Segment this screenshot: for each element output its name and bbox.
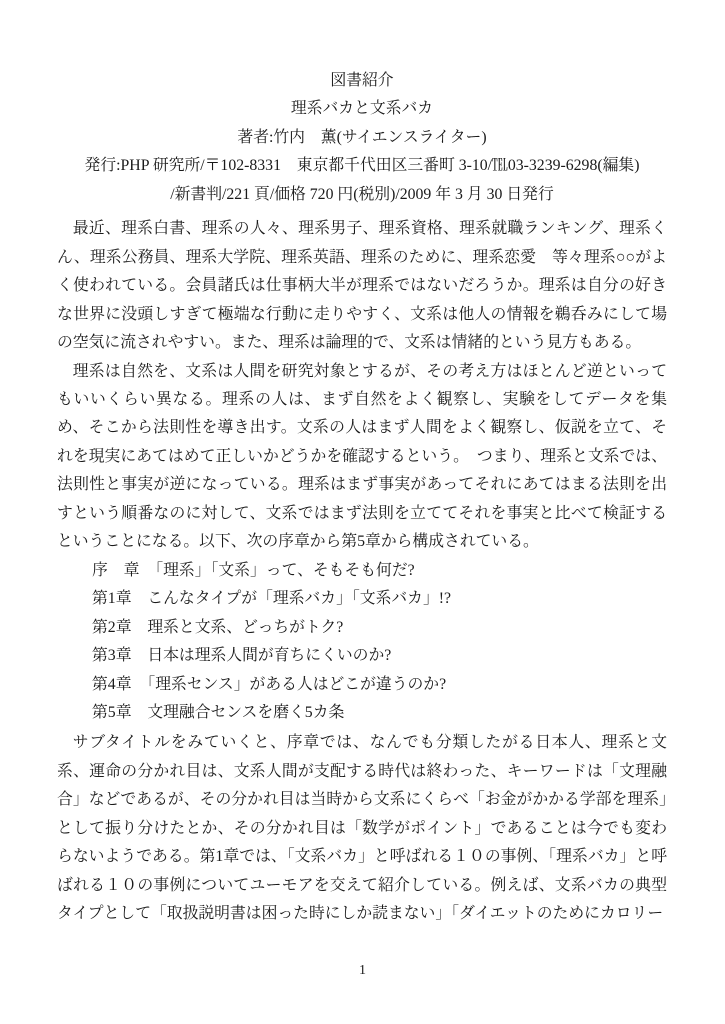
chapter-label: 第2章 (92, 618, 132, 636)
format-line: /新書判/221 頁/価格 720 円(税別)/2009 年 3 月 30 日発行 (170, 185, 554, 203)
paragraph-usage-trend: 最近、理系白書、理系の人々、理系男子、理系資格、理系就職ランキング、理系くん、理系公務員、理系大学院、理系英語、理系のために、理系恋愛 等々理系○○がよく使われている。会員諸氏は仕事柄大半が理系ではないだろうか。理系は自分の好きな世界に没頭しすぎて極端な行動に走りやすく、文系は他人の情報を鵜呑みにして場の空気に流されやすい。また、理系は論理的で、文系は情緒的という見方もある。 (57, 220, 667, 352)
chapter-title: 文理融合センスを磨く5カ条 (147, 703, 345, 721)
chapter-item (57, 699, 667, 727)
chapter-label: 第5章 (92, 703, 132, 721)
chapter-title: 日本は理系人間が育ちにくいのか? (147, 647, 392, 665)
author-line: 著者:竹内 薫(サイエンスライター) (237, 128, 487, 146)
section-title: 図書紹介 (330, 72, 394, 89)
document-content (57, 67, 667, 929)
chapter-item (57, 671, 667, 699)
chapter-list (57, 557, 667, 728)
book-title: 理系バカと文系バカ (290, 100, 434, 118)
chapter-label: 第1章 (92, 590, 132, 608)
page-number: 1 (359, 963, 366, 978)
chapter-label: 序 章 (92, 561, 140, 579)
paragraph-rikei-bunkei-difference: 理系は自然を、文系は人間を研究対象とするが、その考え方はほとんど逆といってもいいくらい異なる。理系の人は、まず自然をよく観察し、実験をしてデータを集め、そこから法則性を導き出す。文系の人はまず人間をよく観察し、仮説を立て、それを現実にあてはめて正しいかどうかを確認するという。 つまり、理系と文系では、法則性と事実が逆になっている。理系はまず事実があってそれにあてはまる法則を出すという順番なのに対して、文系ではまず法則を立ててそれを事実と比べて検証するということになる。以下、次の序章から第5章から構成されている。 (57, 362, 667, 551)
chapter-title: 「理系」「文系」って、そもそも何だ? (155, 561, 415, 579)
chapter-title: 理系と文系、どっちがトク? (147, 618, 344, 636)
chapter-label: 第4章 (92, 675, 132, 693)
chapter-title: こんなタイプが「理系バカ」「文系バカ」!? (147, 590, 452, 608)
chapter-label: 第3章 (92, 647, 132, 665)
chapter-title: 「理系センス」がある人はどこが違うのか? (147, 675, 447, 693)
chapter-item (57, 557, 667, 585)
chapter-item (57, 585, 667, 613)
publisher-line: 発行:PHP 研究所/〒102-8331 東京都千代田区三番町 3-10/℡03-3239-6298(編集) (84, 157, 640, 175)
chapter-item (57, 642, 667, 670)
chapter-item (57, 614, 667, 642)
paragraph-subtitle-overview: サブタイトルをみていくと、序章では、なんでも分類したがる日本人、理系と文系、運命の分かれ目は、文系人間が支配する時代は終わった、キーワードは「文理融合」などであるが、その分かれ目は当時から文系にくらべ「お金がかかる学部を理系」として振り分けたとか、その分かれ目は「数学がポイント」であることは今でも変わらないようである。第1章では、「文系バカ」と呼ばれる１０の事例、「理系バカ」と呼ばれる１０の事例についてユーモアを交えて紹介している。例えば、文系バカの典型タイプとして「取扱説明書は困った時にしか読まない」「ダイエットのためにカロリー (57, 734, 667, 923)
